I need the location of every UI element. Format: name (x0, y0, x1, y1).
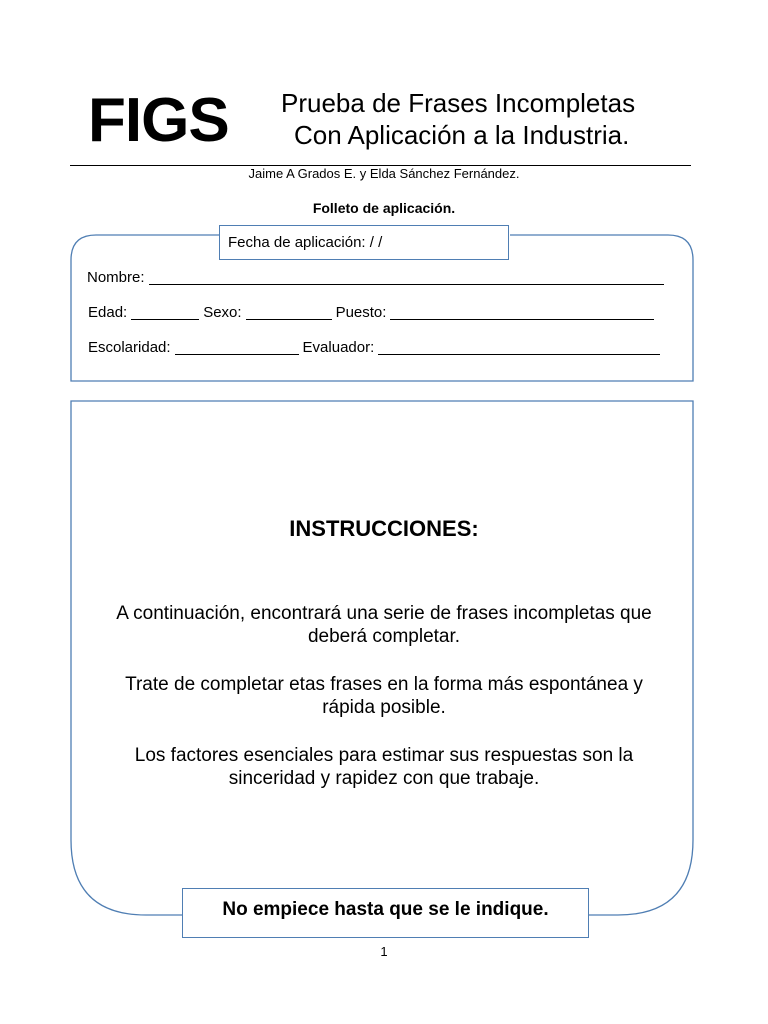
document-title-line-1: Prueba de Frases Incompletas (281, 88, 636, 118)
figs-logo: FIGS (88, 86, 229, 155)
page-number: 1 (380, 944, 388, 959)
instructions-paragraph-3: Los factores esenciales para estimar sus respuestas son la sinceridad y rapidez con que trabaje. (134, 745, 634, 789)
evaluator-label: Evaluador: (302, 339, 375, 356)
schooling-label: Escolaridad: (88, 339, 171, 356)
age-label: Edad: (88, 304, 128, 321)
booklet-label: Folleto de aplicación. (312, 200, 456, 216)
sex-label: Sexo: (203, 304, 242, 321)
position-label: Puesto: (335, 304, 387, 321)
start-notice: No empiece hasta que se le indique. (182, 888, 589, 938)
document-title-line-2: Con Aplicación a la Industria. (294, 120, 630, 150)
application-date-field[interactable]: Fecha de aplicación: / / (219, 225, 509, 260)
instructions-title: INSTRUCCIONES: (289, 516, 479, 541)
authors-line: Jaime A Grados E. y Elda Sánchez Fernández. (248, 166, 520, 181)
instructions-paragraph-2: Trate de completar etas frases en la forma más espontánea y rápida posible. (125, 674, 643, 718)
instructions-paragraph-1: A continuación, encontrará una serie de frases incompletas que deberá completar. (116, 603, 652, 647)
name-label: Nombre: (87, 269, 145, 286)
